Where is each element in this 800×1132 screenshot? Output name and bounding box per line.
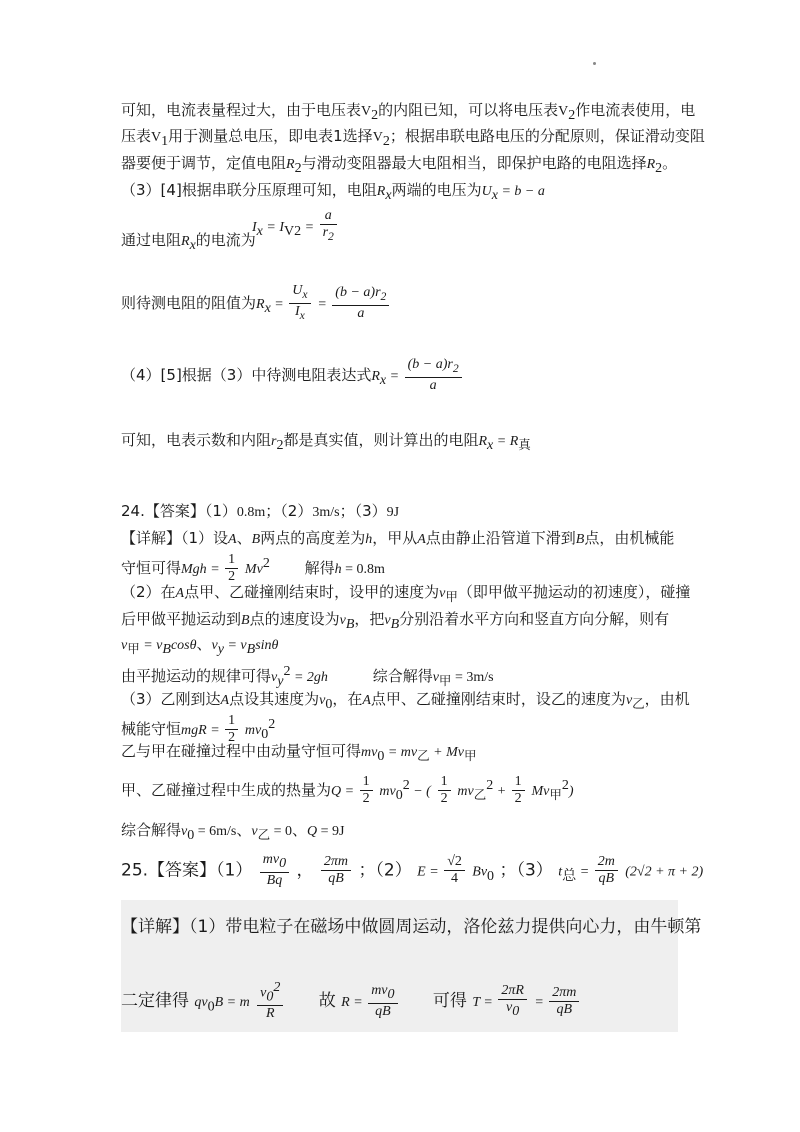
text-line: 可知，电表示数和内阻$r_2$都是真实值，则计算出的电阻$R_x = R_真$	[121, 431, 531, 453]
text-line: 综合解得$v_0 = 6m/s$、$v_乙 = 0$、Q = 9J	[121, 821, 345, 843]
text-line: $v_甲 = v_B\cos\theta$、$v_y = v_B\sin\theta$	[121, 635, 279, 657]
answer-25: 25.【答案】（1） $\frac{mv_0}{Bq}$ ， $\frac{2\pi m}{qB}$ ；（2） E = $\frac{√2}{4}$ $Bv_0$ ；（3） $t_总$ = $\frac{2m}{qB}$ (2√2 + π + 2)	[121, 852, 704, 888]
text-line: 器要便于调节，定值电阻$R_2$与滑动变阻器最大电阻相当，即保护电路的电阻选择$R_2$。	[121, 154, 678, 176]
text-line: （3）乙刚到达A点设其速度为$v_0$，在A点甲、乙碰撞刚结束时，设乙的速度为$v_乙$，由机	[121, 690, 690, 712]
text-line: 则待测电阻的阻值为$R_x$ = $\frac{U_x}{I_x}$ = $\frac{(b - a)r_2}{a}$	[121, 283, 391, 324]
formula-current: $I_x = I_{V2}$ = $\frac{a}{r_2}$	[252, 208, 339, 245]
text-line: 【详解】（1）设A、B两点的高度差为h，甲从A点由静止沿管道下滑到B点，由机械能	[121, 529, 675, 547]
text-line: 可知，电流表量程过大，由于电压表$V_2$的内阻已知，可以将电压表$V_2$作电流表使用，电	[121, 101, 696, 123]
text-line: 通过电阻$R_x$的电流为	[121, 231, 256, 253]
text-line: 由平抛运动的规律可得$v_y^2 = 2gh$ 综合解得$v_甲 = 3m/s$	[121, 664, 494, 689]
text-line: 械能守恒mgR = $\frac{1}{2}$ $mv_0^2$	[121, 713, 276, 745]
text-line: 二定律得 $qv_0B = m$ $\frac{v_0^2}{R}$ 故 R = $\frac{mv_0}{qB}$ 可得 T = $\frac{2\pi R}{v_0}$ = $\frac{2\pi m}{qB}$	[121, 980, 581, 1022]
text-line: 【详解】（1）带电粒子在磁场中做圆周运动，洛伦兹力提供向心力，由牛顿第	[121, 917, 702, 937]
text-line: 乙与甲在碰撞过程中由动量守恒可得$mv_0 = mv_乙 + Mv_甲$	[121, 742, 477, 764]
fraction: $\frac{a}{r_2}$	[320, 208, 337, 245]
answer-24: 24.【答案】（1）0.8m；（2）3m/s；（3）9J	[121, 502, 400, 520]
text-line: （4）[5]根据（3）中待测电阻表达式$R_x$ = $\frac{(b - a)r_2}{a}$	[121, 357, 464, 394]
text-line: 压表$V_1$用于测量总电压，即电表1选择$V_2$；根据串联电路电压的分配原则，保证滑动变阻	[121, 127, 705, 149]
text-line: （3）[4]根据串联分压原理可知，电阻$R_x$两端的电压为$U_x = b - a$	[121, 181, 545, 203]
text-line: 守恒可得Mgh = $\frac{1}{2}$ Mv$^2$ 解得h = 0.8m	[121, 552, 385, 584]
page-mark	[593, 62, 596, 65]
text-line: 后甲做平抛运动到B点的速度设为$v_B$，把$v_B$分别沿着水平方向和竖直方向分解，则有	[121, 610, 670, 632]
text-line: （2）在A点甲、乙碰撞刚结束时，设甲的速度为$v_甲$（即甲做平抛运动的初速度），碰撞	[121, 583, 691, 604]
text-line: 甲、乙碰撞过程中生成的热量为Q = $\frac{1}{2}$ $mv_0^2$ − ( $\frac{1}{2}$ $mv_乙^2$ + $\frac{1}{2}$ $Mv_甲^2$)	[121, 774, 574, 806]
